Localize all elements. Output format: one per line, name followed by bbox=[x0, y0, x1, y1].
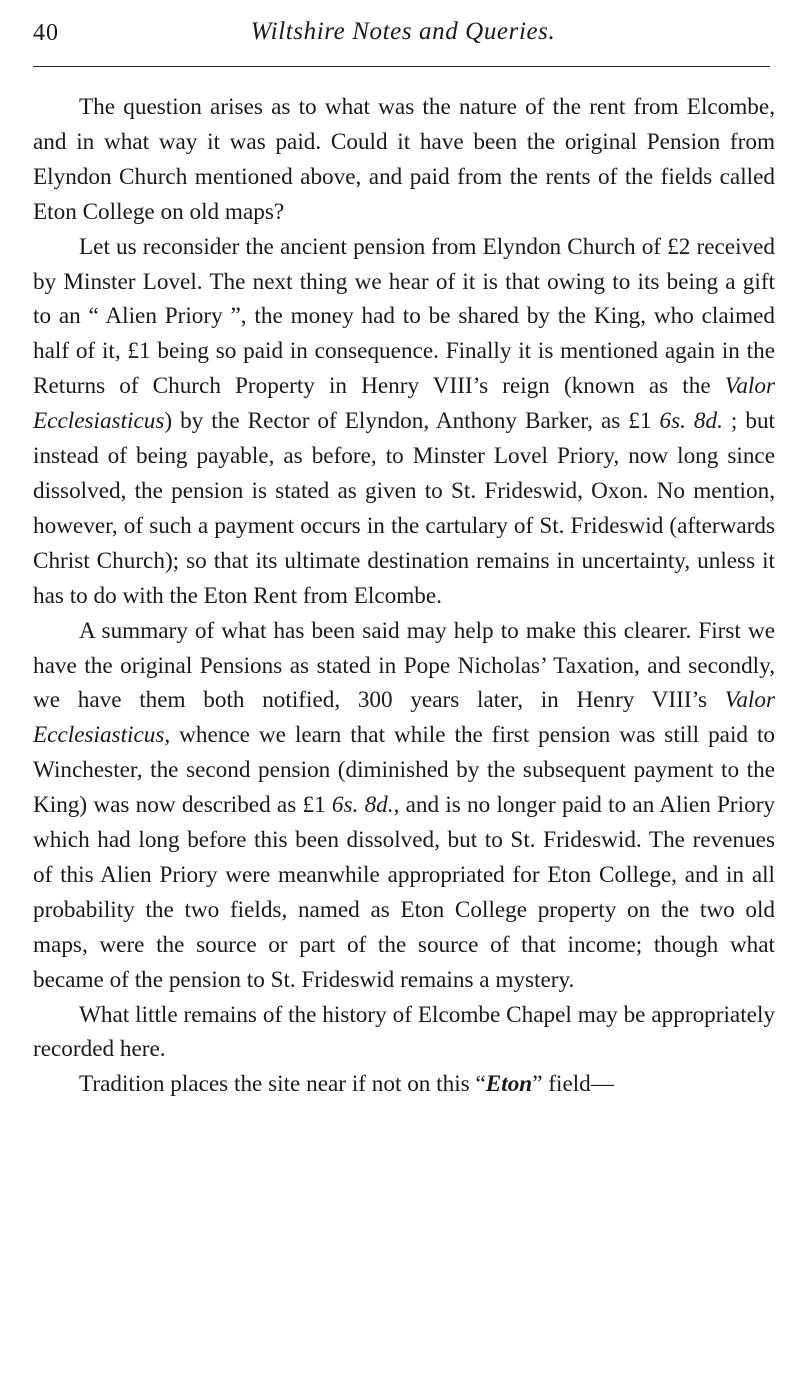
text-run: A summary of what has been said may help to make this clearer. First we have the original Pensions as stated in Pope Nicholas’ Taxation, and secondly, we have them both notified, 300 years later, in Henry VIII’s bbox=[33, 617, 775, 714]
paragraph bbox=[33, 998, 775, 1068]
paragraph bbox=[33, 614, 775, 998]
paragraph bbox=[33, 1067, 775, 1102]
emphasized-text: Valor Ecclesiasticus bbox=[33, 373, 775, 435]
text-run: ; but instead of being payable, as before, to Minster Lovel Priory, now long since dissolved, the pension is stated as given to St. Frideswid, Oxon. No mention, however, of such a payment occurs in the cartulary of St. Frideswid (afterwards Christ Church); so that its ultimate destination remains in uncertainty, unless it has to do with the Eton Rent from Elcombe. bbox=[33, 408, 775, 609]
text-run: Let us reconsider the ancient pension from Elyndon Church of £2 received by Minster Lovel. The next thing we hear of it is that owing to its being a gift to an “ Alien Priory ”, the money had to be shared by the King, who claimed half of it, £1 being so paid in consequence. Finally it is mentioned again in the Returns of Church Property in Henry VIII’s reign (known as the bbox=[33, 233, 775, 400]
page-header bbox=[33, 14, 773, 54]
emphasized-text: Valor Ecclesiasticus, bbox=[33, 687, 775, 749]
text-run: whence we learn that while the first pension was still paid to Winchester, the second pension (diminished by the subsequent payment to the King) was now described as £1 bbox=[33, 722, 775, 819]
body-text bbox=[33, 90, 775, 1102]
emphasized-text: 6s. 8d. bbox=[659, 408, 723, 435]
text-run: Tradition places the site near if not on this “ bbox=[79, 1071, 486, 1098]
emphasized-text: Eton bbox=[485, 1071, 533, 1098]
emphasized-text: 6s. 8d., bbox=[331, 792, 400, 819]
text-run: ) by the Rector of Elyndon, Anthony Barker, as £1 bbox=[164, 408, 660, 435]
text-run: The question arises as to what was the nature of the rent from Elcombe, and in what way it was paid. Could it have been the original Pension from Elyndon Church mentioned above, and paid from the rents of the fields called Eton College on old maps? bbox=[33, 94, 775, 225]
text-run: ” field— bbox=[532, 1071, 614, 1098]
header-rule bbox=[33, 66, 770, 67]
paragraph bbox=[33, 230, 775, 614]
page-number: 40 bbox=[33, 20, 59, 46]
running-title: Wiltshire Notes and Queries. bbox=[250, 18, 556, 45]
text-run: What little remains of the history of Elcombe Chapel may be appropriately recorded here. bbox=[33, 1001, 775, 1063]
text-run: and is no longer paid to an Alien Priory which had long before this been dissolved, but to St. Frideswid. The revenues of this Alien Priory were meanwhile appropriated for Eton College, and in all probability the two fields, named as Eton College property on the two old maps, were the source or part of the source of that income; though what became of the pension to St. Frideswid remains a mystery. bbox=[33, 792, 776, 993]
paragraph bbox=[33, 90, 775, 230]
